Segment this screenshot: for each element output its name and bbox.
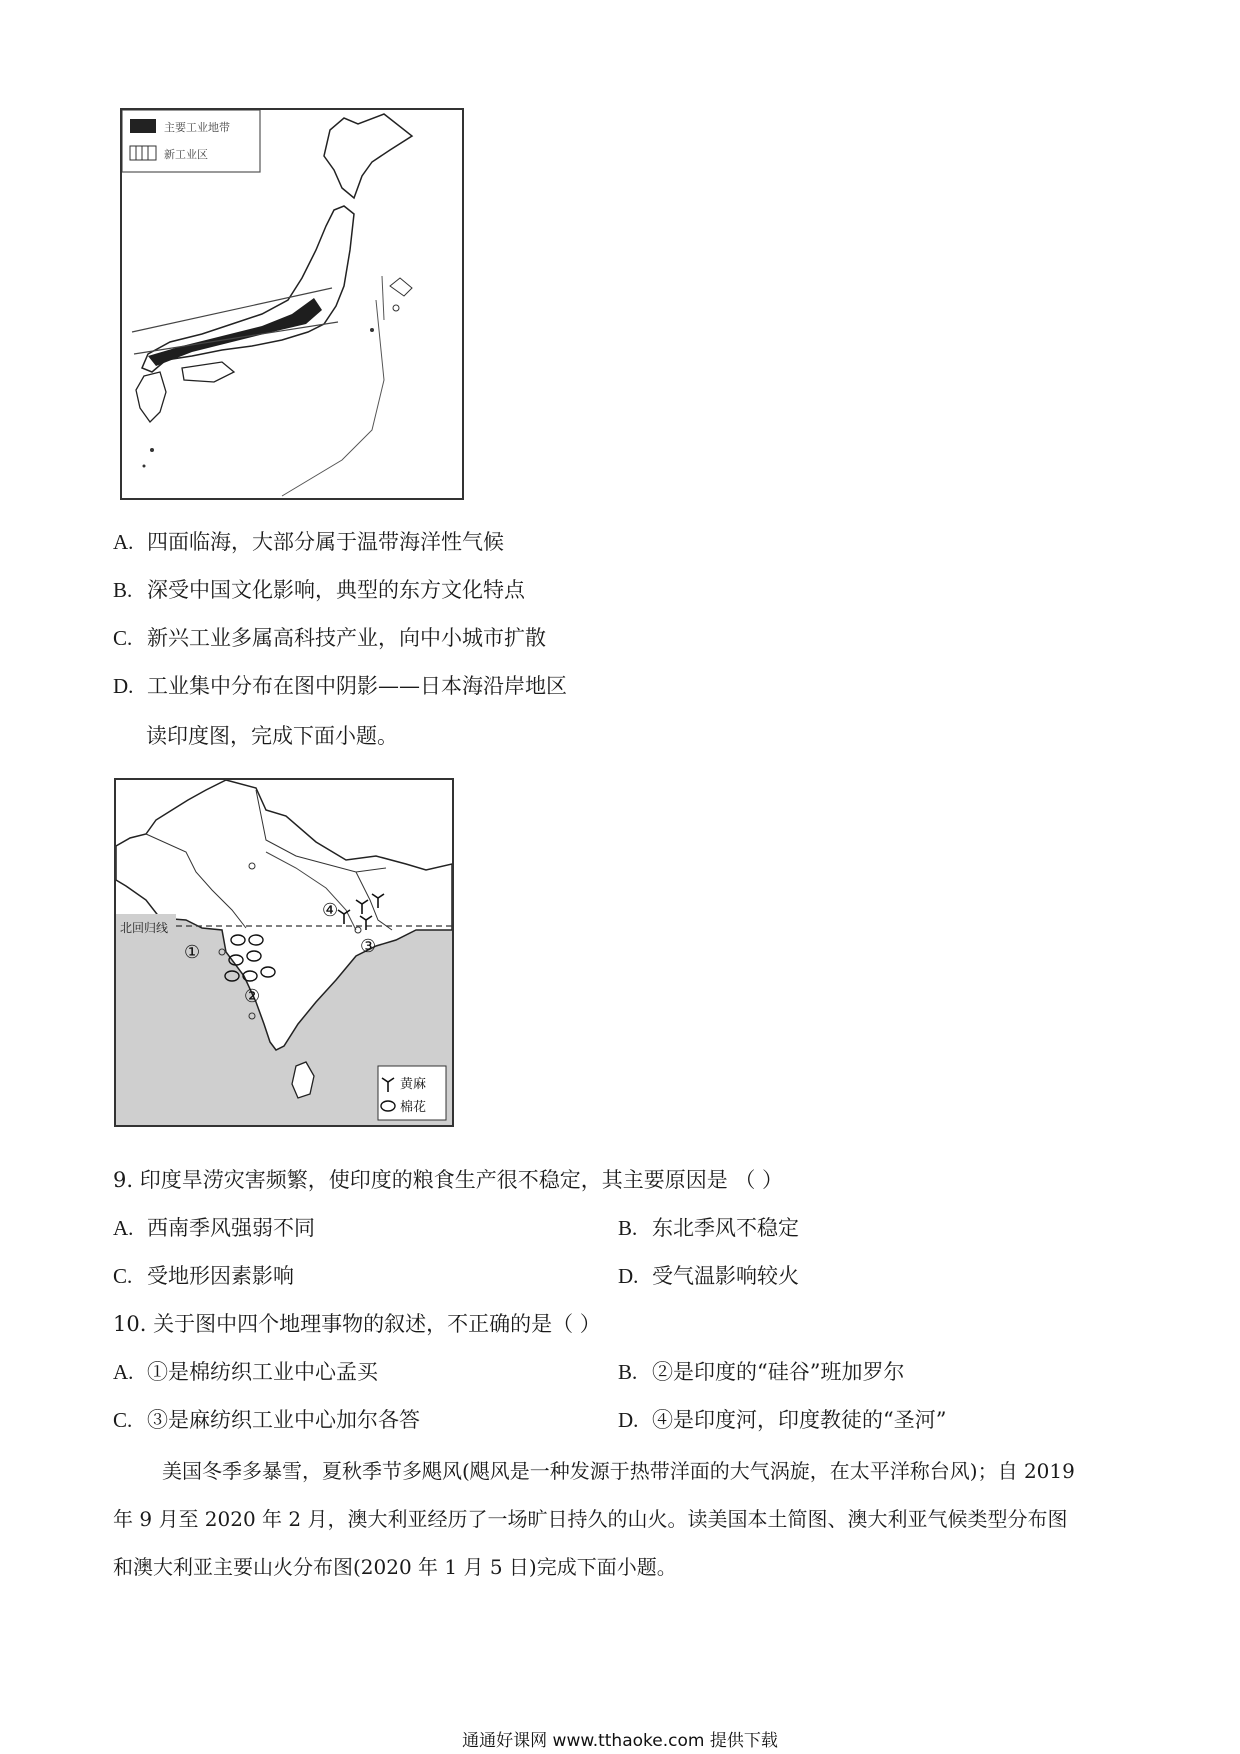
industrial-zone-swatch [130,119,156,133]
option-text: 深受中国文化影响，典型的东方文化特点 [147,578,525,602]
option-text: ③是麻纺织工业中心加尔各答 [147,1408,420,1432]
option-text: ④是印度河，印度教徒的“圣河” [652,1408,947,1432]
marker-1: ① [184,942,201,963]
q10-option-c [113,1407,420,1433]
option-c [113,625,546,651]
q9-option-c [113,1263,294,1289]
japan-legend-new: 新工业区 [164,148,208,161]
q9-option-b [618,1215,799,1241]
option-label: C. [113,1408,133,1432]
option-label: B. [113,578,133,602]
option-label: A. [113,1216,134,1240]
marker-4: ④ [322,900,339,921]
option-label: C. [113,1264,133,1288]
option-label: A. [113,530,134,554]
honshu-outline [142,206,354,372]
shikoku-outline [182,362,234,382]
option-label: D. [618,1408,639,1432]
option-label: D. [618,1264,639,1288]
legend-jute: 黄麻 [400,1077,427,1092]
option-label: C. [113,626,133,650]
passage-line-1: 美国冬季多暴雪，夏秋季节多飓风(飓风是一种发源于热带洋面的大气涡旋，在太平洋称台风)；自 2019 [162,1459,1075,1483]
legend-cotton: 棉花 [400,1100,427,1115]
option-label: D. [113,674,134,698]
option-d [113,673,567,699]
india-intro: 读印度图，完成下面小题。 [146,724,398,748]
option-text: 工业集中分布在图中阴影——日本海沿岸地区 [147,674,567,698]
q10-stem: 10. 关于图中四个地理事物的叙述，不正确的是（ ） [113,1312,601,1336]
option-label: A. [113,1360,134,1384]
option-a [113,529,504,555]
option-text: 四面临海，大部分属于温带海洋性气候 [147,530,504,554]
q10-option-a [113,1359,378,1385]
japan-map [120,108,464,500]
option-text: 新兴工业多属高科技产业，向中小城市扩散 [147,626,546,650]
option-text: 西南季风强弱不同 [147,1216,315,1240]
new-industrial-swatch [130,146,156,160]
option-b [113,577,525,603]
option-text: 受地形因素影响 [147,1264,294,1288]
page-footer: 通通好课网 www.tthaoke.com 提供下载 [462,1731,778,1751]
option-label: B. [618,1360,638,1384]
option-text: 受气温影响较火 [652,1264,799,1288]
india-map [114,778,454,1127]
japan-legend-industrial: 主要工业地带 [164,121,230,134]
kyushu-outline [136,372,166,422]
q9-option-a [113,1215,315,1241]
option-text: 东北季风不稳定 [652,1216,799,1240]
q9-option-d [618,1263,799,1289]
passage-line-3: 和澳大利亚主要山火分布图(2020 年 1 月 5 日)完成下面小题。 [113,1555,677,1579]
tropic-label: 北回归线 [120,921,169,935]
q10-option-b [618,1359,904,1385]
option-text: ②是印度的“硅谷”班加罗尔 [652,1360,905,1384]
q9-stem: 9. 印度旱涝灾害频繁，使印度的粮食生产很不稳定，其主要原因是 （ ） [113,1168,784,1192]
marker-2: ② [244,986,261,1007]
hokkaido-outline [324,114,412,198]
q10-option-d [618,1407,946,1433]
marker-3: ③ [360,936,377,957]
option-text: ①是棉纺织工业中心孟买 [147,1360,378,1384]
option-label: B. [618,1216,638,1240]
passage-line-2: 年 9 月至 2020 年 2 月，澳大利亚经历了一场旷日持久的山火。读美国本土简图、澳大利亚气候类型分布图 [113,1507,1068,1531]
